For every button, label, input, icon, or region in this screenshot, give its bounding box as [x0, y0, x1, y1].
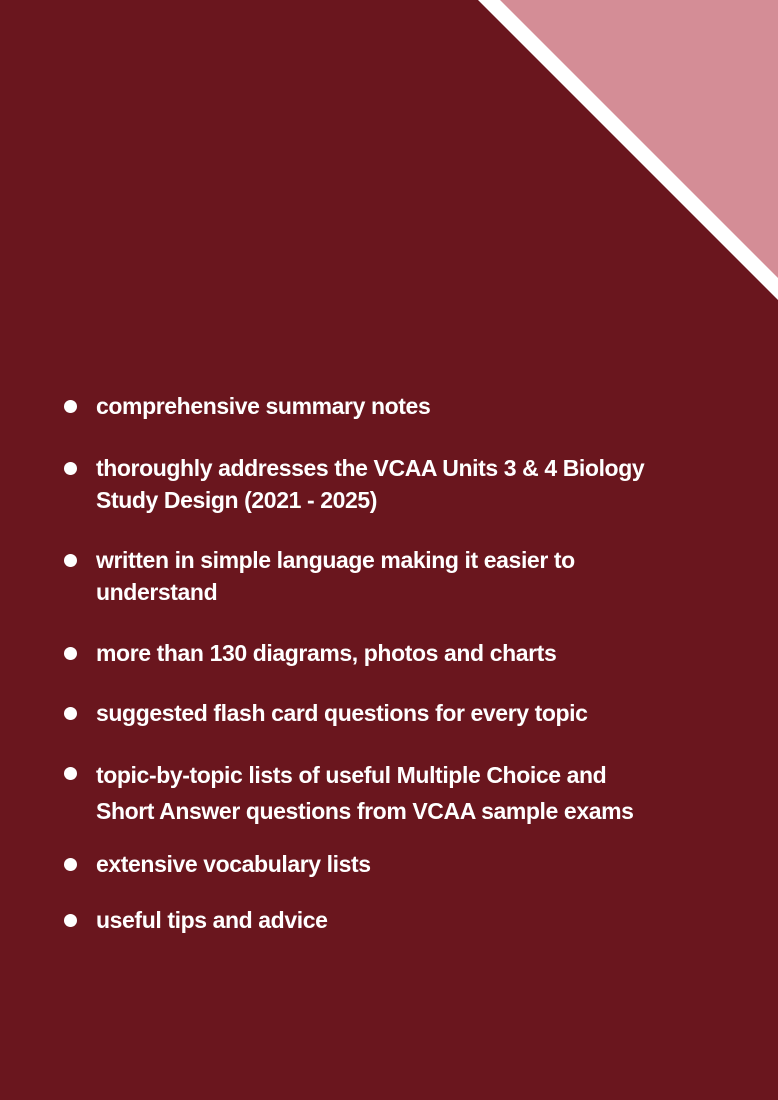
feature-text: more than 130 diagrams, photos and charts [96, 640, 557, 666]
bullet-icon [64, 767, 77, 780]
bullet-icon [64, 400, 77, 413]
feature-text: extensive vocabulary lists [96, 851, 371, 877]
corner-pink-fold [500, 0, 778, 278]
feature-item [96, 848, 696, 880]
bullet-icon [64, 858, 77, 871]
feature-item [96, 452, 696, 516]
feature-text: suggested flash card questions for every topic [96, 700, 588, 726]
bullet-icon [64, 914, 77, 927]
bullet-icon [64, 647, 77, 660]
feature-item [96, 904, 696, 936]
feature-item [96, 757, 696, 829]
bullet-icon [64, 462, 77, 475]
feature-text: useful tips and advice [96, 907, 328, 933]
feature-item [96, 544, 696, 608]
feature-text: topic-by-topic lists of useful Multiple Choice and Short Answer questions from VCAA sample exams [96, 762, 634, 824]
feature-item [96, 697, 696, 729]
feature-item [96, 637, 696, 669]
feature-item [96, 390, 696, 422]
feature-text: thoroughly addresses the VCAA Units 3 & 4 Biology Study Design (2021 - 2025) [96, 455, 645, 513]
bullet-icon [64, 554, 77, 567]
bullet-icon [64, 707, 77, 720]
feature-text: written in simple language making it easier to understand [96, 547, 575, 605]
corner-white-stripe [478, 0, 778, 300]
feature-text: comprehensive summary notes [96, 393, 431, 419]
